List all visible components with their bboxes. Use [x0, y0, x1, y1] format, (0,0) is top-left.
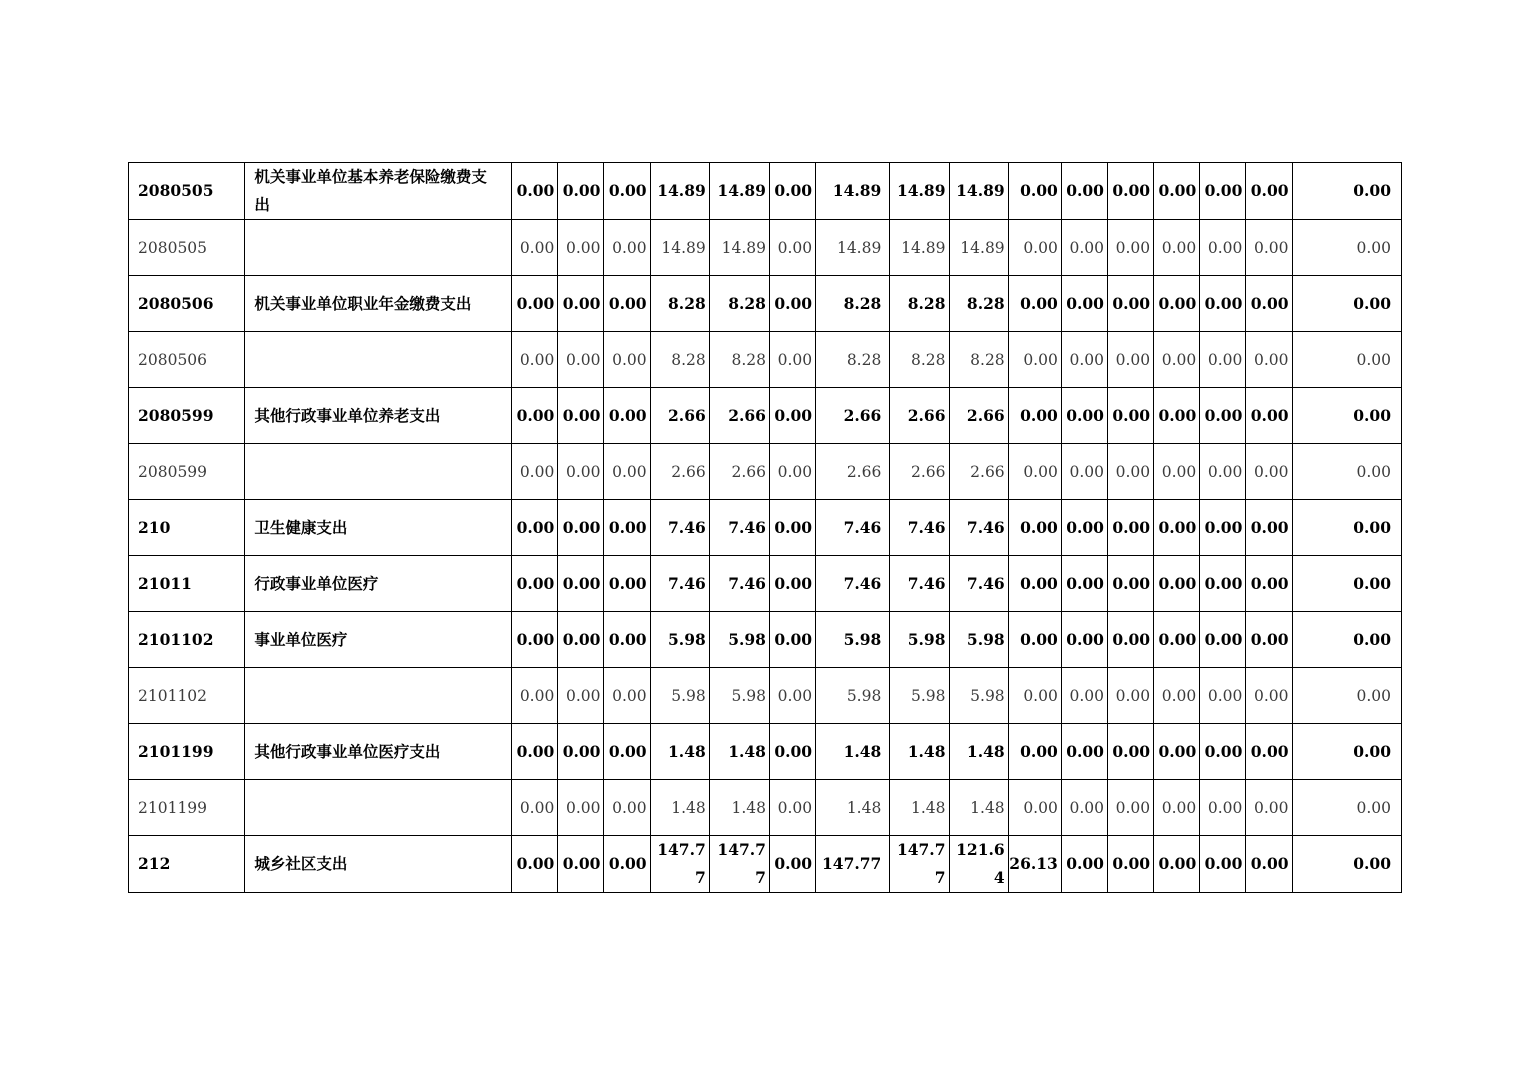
amount-cell-2: 0.00 [558, 332, 604, 388]
subject-name-cell [245, 780, 512, 836]
amount-cell-8: 14.89 [890, 220, 949, 276]
amount-cell-16: 0.00 [1292, 556, 1401, 612]
amount-cell-7: 1.48 [816, 724, 890, 780]
amount-cell-3: 0.00 [604, 388, 650, 444]
amount-cell-10: 0.00 [1008, 163, 1061, 220]
amount-cell-3: 0.00 [604, 163, 650, 220]
amount-cell-7: 14.89 [816, 220, 890, 276]
amount-cell-9: 2.66 [949, 444, 1008, 500]
amount-cell-5: 14.89 [709, 163, 769, 220]
amount-cell-6: 0.00 [769, 836, 815, 893]
amount-cell-3: 0.00 [604, 556, 650, 612]
amount-cell-2: 0.00 [558, 668, 604, 724]
amount-cell-6: 0.00 [769, 780, 815, 836]
amount-cell-15: 0.00 [1246, 724, 1292, 780]
amount-cell-11: 0.00 [1061, 556, 1107, 612]
amount-cell-7: 7.46 [816, 500, 890, 556]
amount-cell-15: 0.00 [1246, 668, 1292, 724]
amount-cell-13: 0.00 [1154, 444, 1200, 500]
amount-cell-12: 0.00 [1107, 163, 1153, 220]
amount-cell-1: 0.00 [512, 388, 558, 444]
amount-cell-11: 0.00 [1061, 780, 1107, 836]
amount-cell-14: 0.00 [1200, 724, 1246, 780]
amount-cell-11: 0.00 [1061, 500, 1107, 556]
amount-cell-2: 0.00 [558, 612, 604, 668]
amount-cell-12: 0.00 [1107, 780, 1153, 836]
detail-row [129, 668, 1402, 724]
amount-cell-14: 0.00 [1200, 668, 1246, 724]
subject-name-cell [245, 332, 512, 388]
amount-cell-6: 0.00 [769, 500, 815, 556]
amount-cell-12: 0.00 [1107, 388, 1153, 444]
amount-cell-8: 7.46 [890, 500, 949, 556]
amount-cell-14: 0.00 [1200, 332, 1246, 388]
amount-cell-12: 0.00 [1107, 724, 1153, 780]
amount-cell-12: 0.00 [1107, 276, 1153, 332]
subject-name-cell: 城乡社区支出 [245, 836, 512, 893]
amount-cell-15: 0.00 [1246, 388, 1292, 444]
amount-cell-14: 0.00 [1200, 780, 1246, 836]
amount-cell-9: 1.48 [949, 724, 1008, 780]
amount-cell-9: 121.64 [949, 836, 1008, 893]
amount-cell-8: 14.89 [890, 163, 949, 220]
amount-cell-8: 1.48 [890, 780, 949, 836]
detail-row [129, 220, 1402, 276]
amount-cell-4: 14.89 [650, 220, 709, 276]
amount-cell-7: 2.66 [816, 444, 890, 500]
category-row [129, 556, 1402, 612]
amount-cell-9: 2.66 [949, 388, 1008, 444]
amount-cell-5: 147.77 [709, 836, 769, 893]
amount-cell-9: 5.98 [949, 612, 1008, 668]
amount-cell-10: 0.00 [1008, 724, 1061, 780]
subject-name-cell [245, 220, 512, 276]
amount-cell-13: 0.00 [1154, 163, 1200, 220]
amount-cell-9: 14.89 [949, 163, 1008, 220]
amount-cell-7: 1.48 [816, 780, 890, 836]
subject-code-cell: 2080505 [129, 163, 245, 220]
amount-cell-6: 0.00 [769, 724, 815, 780]
amount-cell-7: 5.98 [816, 668, 890, 724]
amount-cell-11: 0.00 [1061, 444, 1107, 500]
amount-cell-7: 8.28 [816, 332, 890, 388]
amount-cell-13: 0.00 [1154, 556, 1200, 612]
amount-cell-14: 0.00 [1200, 556, 1246, 612]
subject-code-cell: 2101199 [129, 724, 245, 780]
amount-cell-10: 0.00 [1008, 276, 1061, 332]
amount-cell-14: 0.00 [1200, 836, 1246, 893]
amount-cell-15: 0.00 [1246, 444, 1292, 500]
amount-cell-2: 0.00 [558, 276, 604, 332]
category-row [129, 388, 1402, 444]
amount-cell-4: 2.66 [650, 444, 709, 500]
amount-cell-7: 147.77 [816, 836, 890, 893]
subject-name-cell: 事业单位医疗 [245, 612, 512, 668]
amount-cell-4: 5.98 [650, 612, 709, 668]
category-row [129, 276, 1402, 332]
amount-cell-5: 8.28 [709, 276, 769, 332]
amount-cell-4: 8.28 [650, 332, 709, 388]
amount-cell-6: 0.00 [769, 668, 815, 724]
amount-cell-11: 0.00 [1061, 836, 1107, 893]
amount-cell-13: 0.00 [1154, 668, 1200, 724]
amount-cell-5: 5.98 [709, 612, 769, 668]
amount-cell-5: 1.48 [709, 780, 769, 836]
amount-cell-15: 0.00 [1246, 220, 1292, 276]
amount-cell-1: 0.00 [512, 163, 558, 220]
amount-cell-1: 0.00 [512, 500, 558, 556]
amount-cell-16: 0.00 [1292, 668, 1401, 724]
amount-cell-3: 0.00 [604, 500, 650, 556]
category-row [129, 836, 1402, 893]
category-row [129, 163, 1402, 220]
amount-cell-5: 7.46 [709, 500, 769, 556]
amount-cell-2: 0.00 [558, 780, 604, 836]
subject-code-cell: 210 [129, 500, 245, 556]
amount-cell-3: 0.00 [604, 276, 650, 332]
subject-name-cell [245, 668, 512, 724]
amount-cell-13: 0.00 [1154, 836, 1200, 893]
amount-cell-4: 14.89 [650, 163, 709, 220]
amount-cell-8: 8.28 [890, 276, 949, 332]
subject-name-cell: 卫生健康支出 [245, 500, 512, 556]
amount-cell-7: 5.98 [816, 612, 890, 668]
subject-code-cell: 21011 [129, 556, 245, 612]
category-row [129, 612, 1402, 668]
amount-cell-12: 0.00 [1107, 220, 1153, 276]
amount-cell-13: 0.00 [1154, 332, 1200, 388]
amount-cell-9: 1.48 [949, 780, 1008, 836]
amount-cell-16: 0.00 [1292, 220, 1401, 276]
amount-cell-6: 0.00 [769, 444, 815, 500]
amount-cell-14: 0.00 [1200, 220, 1246, 276]
amount-cell-5: 2.66 [709, 444, 769, 500]
amount-cell-1: 0.00 [512, 724, 558, 780]
budget-table [128, 162, 1402, 893]
amount-cell-5: 8.28 [709, 332, 769, 388]
category-row [129, 500, 1402, 556]
amount-cell-1: 0.00 [512, 780, 558, 836]
amount-cell-8: 5.98 [890, 668, 949, 724]
amount-cell-14: 0.00 [1200, 388, 1246, 444]
amount-cell-14: 0.00 [1200, 612, 1246, 668]
amount-cell-1: 0.00 [512, 668, 558, 724]
amount-cell-4: 1.48 [650, 724, 709, 780]
amount-cell-2: 0.00 [558, 836, 604, 893]
amount-cell-15: 0.00 [1246, 163, 1292, 220]
amount-cell-5: 5.98 [709, 668, 769, 724]
amount-cell-9: 14.89 [949, 220, 1008, 276]
amount-cell-1: 0.00 [512, 556, 558, 612]
amount-cell-11: 0.00 [1061, 163, 1107, 220]
amount-cell-8: 2.66 [890, 444, 949, 500]
amount-cell-12: 0.00 [1107, 332, 1153, 388]
amount-cell-5: 1.48 [709, 724, 769, 780]
amount-cell-15: 0.00 [1246, 332, 1292, 388]
subject-code-cell: 2101199 [129, 780, 245, 836]
amount-cell-3: 0.00 [604, 220, 650, 276]
amount-cell-8: 147.77 [890, 836, 949, 893]
amount-cell-8: 2.66 [890, 388, 949, 444]
amount-cell-6: 0.00 [769, 388, 815, 444]
amount-cell-10: 0.00 [1008, 556, 1061, 612]
subject-code-cell: 212 [129, 836, 245, 893]
amount-cell-1: 0.00 [512, 332, 558, 388]
amount-cell-16: 0.00 [1292, 163, 1401, 220]
amount-cell-9: 7.46 [949, 500, 1008, 556]
amount-cell-13: 0.00 [1154, 724, 1200, 780]
amount-cell-10: 0.00 [1008, 500, 1061, 556]
amount-cell-5: 2.66 [709, 388, 769, 444]
amount-cell-6: 0.00 [769, 332, 815, 388]
amount-cell-4: 2.66 [650, 388, 709, 444]
amount-cell-12: 0.00 [1107, 556, 1153, 612]
amount-cell-7: 2.66 [816, 388, 890, 444]
amount-cell-12: 0.00 [1107, 668, 1153, 724]
amount-cell-13: 0.00 [1154, 612, 1200, 668]
amount-cell-10: 0.00 [1008, 332, 1061, 388]
subject-name-cell: 其他行政事业单位医疗支出 [245, 724, 512, 780]
subject-name-cell: 行政事业单位医疗 [245, 556, 512, 612]
subject-name-cell: 机关事业单位职业年金缴费支出 [245, 276, 512, 332]
amount-cell-1: 0.00 [512, 220, 558, 276]
amount-cell-16: 0.00 [1292, 836, 1401, 893]
amount-cell-4: 7.46 [650, 556, 709, 612]
amount-cell-8: 5.98 [890, 612, 949, 668]
amount-cell-13: 0.00 [1154, 780, 1200, 836]
amount-cell-15: 0.00 [1246, 500, 1292, 556]
detail-row [129, 444, 1402, 500]
amount-cell-14: 0.00 [1200, 444, 1246, 500]
amount-cell-10: 0.00 [1008, 612, 1061, 668]
detail-row [129, 332, 1402, 388]
amount-cell-9: 8.28 [949, 332, 1008, 388]
amount-cell-13: 0.00 [1154, 388, 1200, 444]
subject-name-cell: 其他行政事业单位养老支出 [245, 388, 512, 444]
amount-cell-15: 0.00 [1246, 612, 1292, 668]
amount-cell-1: 0.00 [512, 836, 558, 893]
amount-cell-4: 5.98 [650, 668, 709, 724]
amount-cell-16: 0.00 [1292, 780, 1401, 836]
amount-cell-1: 0.00 [512, 444, 558, 500]
amount-cell-7: 8.28 [816, 276, 890, 332]
amount-cell-9: 8.28 [949, 276, 1008, 332]
amount-cell-14: 0.00 [1200, 500, 1246, 556]
amount-cell-10: 26.13 [1008, 836, 1061, 893]
amount-cell-12: 0.00 [1107, 500, 1153, 556]
subject-code-cell: 2101102 [129, 612, 245, 668]
subject-code-cell: 2080505 [129, 220, 245, 276]
amount-cell-16: 0.00 [1292, 612, 1401, 668]
amount-cell-10: 0.00 [1008, 780, 1061, 836]
amount-cell-16: 0.00 [1292, 500, 1401, 556]
subject-code-cell: 2080599 [129, 444, 245, 500]
amount-cell-3: 0.00 [604, 668, 650, 724]
amount-cell-8: 1.48 [890, 724, 949, 780]
amount-cell-11: 0.00 [1061, 388, 1107, 444]
amount-cell-3: 0.00 [604, 836, 650, 893]
amount-cell-3: 0.00 [604, 444, 650, 500]
amount-cell-11: 0.00 [1061, 332, 1107, 388]
amount-cell-12: 0.00 [1107, 836, 1153, 893]
amount-cell-4: 147.77 [650, 836, 709, 893]
amount-cell-11: 0.00 [1061, 612, 1107, 668]
amount-cell-8: 7.46 [890, 556, 949, 612]
amount-cell-6: 0.00 [769, 612, 815, 668]
amount-cell-2: 0.00 [558, 724, 604, 780]
amount-cell-11: 0.00 [1061, 276, 1107, 332]
amount-cell-6: 0.00 [769, 276, 815, 332]
amount-cell-11: 0.00 [1061, 668, 1107, 724]
amount-cell-7: 14.89 [816, 163, 890, 220]
amount-cell-2: 0.00 [558, 388, 604, 444]
subject-code-cell: 2080599 [129, 388, 245, 444]
amount-cell-11: 0.00 [1061, 220, 1107, 276]
amount-cell-10: 0.00 [1008, 668, 1061, 724]
amount-cell-6: 0.00 [769, 556, 815, 612]
amount-cell-1: 0.00 [512, 276, 558, 332]
amount-cell-3: 0.00 [604, 612, 650, 668]
amount-cell-14: 0.00 [1200, 276, 1246, 332]
amount-cell-3: 0.00 [604, 332, 650, 388]
amount-cell-12: 0.00 [1107, 444, 1153, 500]
amount-cell-16: 0.00 [1292, 332, 1401, 388]
amount-cell-16: 0.00 [1292, 388, 1401, 444]
category-row [129, 724, 1402, 780]
amount-cell-3: 0.00 [604, 780, 650, 836]
amount-cell-15: 0.00 [1246, 556, 1292, 612]
amount-cell-4: 8.28 [650, 276, 709, 332]
amount-cell-8: 8.28 [890, 332, 949, 388]
amount-cell-15: 0.00 [1246, 836, 1292, 893]
amount-cell-6: 0.00 [769, 163, 815, 220]
amount-cell-2: 0.00 [558, 163, 604, 220]
amount-cell-13: 0.00 [1154, 276, 1200, 332]
amount-cell-15: 0.00 [1246, 780, 1292, 836]
subject-code-cell: 2080506 [129, 332, 245, 388]
amount-cell-15: 0.00 [1246, 276, 1292, 332]
amount-cell-14: 0.00 [1200, 163, 1246, 220]
subject-code-cell: 2101102 [129, 668, 245, 724]
amount-cell-16: 0.00 [1292, 724, 1401, 780]
subject-name-cell [245, 444, 512, 500]
amount-cell-10: 0.00 [1008, 388, 1061, 444]
amount-cell-10: 0.00 [1008, 444, 1061, 500]
amount-cell-5: 14.89 [709, 220, 769, 276]
amount-cell-13: 0.00 [1154, 500, 1200, 556]
amount-cell-16: 0.00 [1292, 444, 1401, 500]
amount-cell-2: 0.00 [558, 556, 604, 612]
amount-cell-3: 0.00 [604, 724, 650, 780]
amount-cell-12: 0.00 [1107, 612, 1153, 668]
amount-cell-5: 7.46 [709, 556, 769, 612]
amount-cell-10: 0.00 [1008, 220, 1061, 276]
amount-cell-16: 0.00 [1292, 276, 1401, 332]
amount-cell-4: 1.48 [650, 780, 709, 836]
amount-cell-13: 0.00 [1154, 220, 1200, 276]
detail-row [129, 780, 1402, 836]
subject-code-cell: 2080506 [129, 276, 245, 332]
amount-cell-4: 7.46 [650, 500, 709, 556]
amount-cell-9: 5.98 [949, 668, 1008, 724]
amount-cell-11: 0.00 [1061, 724, 1107, 780]
amount-cell-1: 0.00 [512, 612, 558, 668]
amount-cell-7: 7.46 [816, 556, 890, 612]
amount-cell-6: 0.00 [769, 220, 815, 276]
amount-cell-9: 7.46 [949, 556, 1008, 612]
amount-cell-2: 0.00 [558, 220, 604, 276]
subject-name-cell: 机关事业单位基本养老保险缴费支出 [245, 163, 512, 220]
amount-cell-2: 0.00 [558, 500, 604, 556]
amount-cell-2: 0.00 [558, 444, 604, 500]
